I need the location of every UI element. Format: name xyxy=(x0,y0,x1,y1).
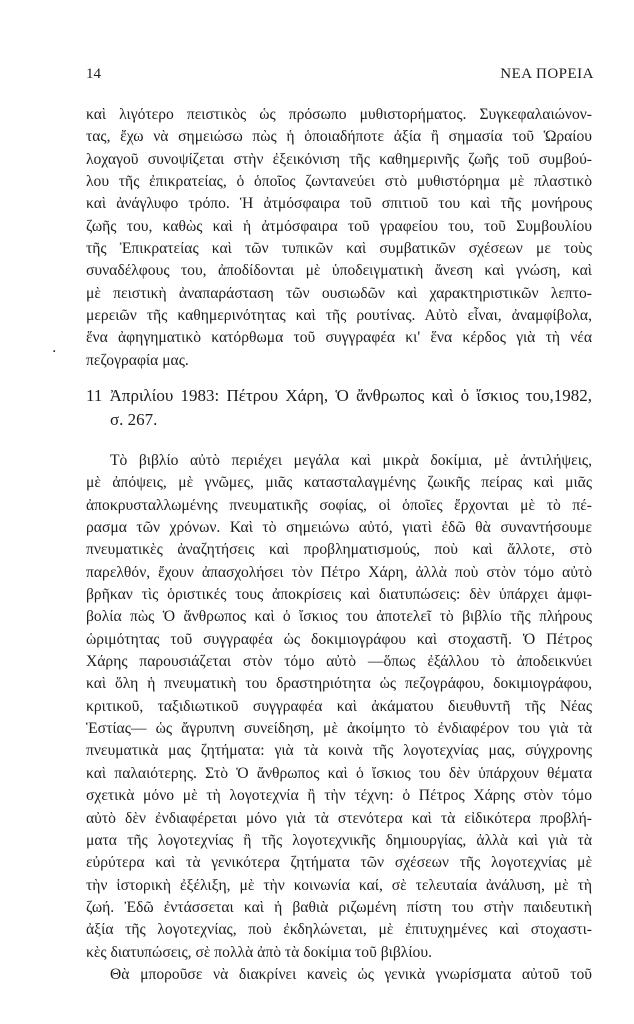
text-line: Θὰ μποροῦσε νὰ διακρίνει κανεὶς ὡς γενικὰ γνωρίσματα αὐτοῦ τοῦ xyxy=(110,965,592,983)
text-line: μερειῶν τῆς καθημερινότητας καὶ τῆς ρουτίνας. Αὐτὸ εἶναι, ἀναμφίβολα, xyxy=(86,307,592,325)
text-line: λου τῆς ἐπικρατείας, ὁ ὁποῖος ζωντανεύει στὸ μυθιστόρημα μὲ πλαστικὸ xyxy=(86,173,592,191)
text-line: μὲ πειστικὴ ἀναπαράσταση τῶν ουσιωδῶν καὶ χαρακτηριστικῶν λεπτο- xyxy=(86,284,592,302)
text-line: καὶ ὅλη ἡ πνευματικὴ του δραστηριότητα ὡς πεζογράφου, δοκιμιογράφου, xyxy=(86,675,592,693)
margin-mark: . xyxy=(52,340,57,356)
journal-title: ΝΕΑ ΠΟΡΕΙΑ xyxy=(500,66,594,82)
text-line: ὡριμότητας τοῦ συγγραφέα ὡς δοκιμιογράφου καὶ στοχαστῆ. Ὁ Πέτρος xyxy=(86,630,592,648)
text-line: ἀποκρυσταλλωμένης πνευματικῆς σοφίας, οἱ ὁποῖες ἔρχονται μὲ τὸ πέ- xyxy=(86,496,592,514)
text-line: κὲς διατυπώσεις, σὲ πολλὰ ἀπὸ τὰ δοκίμια τοῦ βιβλίου. xyxy=(86,943,432,961)
text-line: ρασμα τῶν χρόνων. Καὶ τὸ σημειώνω αὐτό, γιατὶ ἐδῶ θὰ συναντήσουμε xyxy=(86,519,592,537)
text-line: βρῆκαν τὶς ὁριστικές τους ἀποκρίσεις καὶ διατυπώσεις: δὲν ὑπάρχει ἀμφι- xyxy=(86,586,592,604)
paragraph-review-end xyxy=(86,104,592,372)
entry-heading-line: σ. 267. xyxy=(110,410,158,429)
text-line: λοχαγοῦ συνοψίζεται στὴν ἐξεικόνιση τῆς καθημερινῆς ζωῆς τοῦ συμβού- xyxy=(86,150,592,168)
text-line: αὐτὸ δὲν ἐνδιαφέρεται μόνο γιὰ τὰ στενότερα καὶ τὰ εἰδικότερα προβλή- xyxy=(86,809,592,827)
text-line: πνευματικὲς ἀναζητήσεις καὶ προβληματισμούς, ποὺ καὶ ἄλλοτε, στὸ xyxy=(86,541,592,559)
text-line: μὲ ἀπόψεις, μὲ γνῶμες, μιᾶς κατασταλαγμένης ζωικῆς πείρας καὶ μιᾶς xyxy=(86,474,592,492)
text-line: σχετικὰ μόνο μὲ τὴ λογοτεχνία ἢ τὴν τέχνη: ὁ Πέτρος Χάρης στὸν τόμο xyxy=(86,787,592,805)
text-line: ἕνα ἀφηγηματικὸ κατόρθωμα τοῦ συγγραφέα κι' ἕνα κέρδος γιὰ τὴ νέα xyxy=(86,329,592,347)
text-line: τῆς Ἐπικρατείας καὶ τῶν τυπικῶν καὶ συμβατικῶν σχέσεων με τοὺς xyxy=(86,240,592,258)
text-line: Χάρης παρουσιάζεται στὸν τόμο αὐτὸ —ὅπως ἐξάλλου τὸ ἀποδεικνύει xyxy=(86,653,592,671)
entry-heading-line: 11 Ἀπριλίου 1983: Πέτρου Χάρη, Ὁ ἄνθρωπος καὶ ὁ ἴσκιος του,1982, xyxy=(86,386,592,405)
entry-heading xyxy=(86,384,592,432)
text-line: πεζογραφία μας. xyxy=(86,351,189,369)
page-number: 14 xyxy=(86,66,101,82)
text-line: ζωῆς του, καθὼς καὶ ἡ ἀτμόσφαιρα τοῦ γραφείου του, τοῦ Συμβουλίου xyxy=(86,217,592,235)
text-line: ζωή. Ἐδῶ ἐντάσσεται καὶ ἡ βαθιὰ ριζωμένη πίστη του στὴν παιδευτικὴ xyxy=(86,898,592,916)
text-line: κριτικοῦ, ταξιδιωτικοῦ συγγραφέα καὶ ἀκάματου διευθυντῆ τῆς Νέας xyxy=(86,697,592,715)
text-line: ματα τῆς λογοτεχνίας ἢ τῆς λογοτεχνικῆς δημιουργίας, ἀλλὰ καὶ γιὰ τὰ xyxy=(86,831,592,849)
text-line: καὶ παλαιότερης. Στὸ Ὁ ἄνθρωπος καὶ ὁ ἴσκιος του δὲν ὑπάρχουν θέματα xyxy=(86,764,592,782)
text-line: πνευματικὰ μας ζητήματα: γιὰ τὰ κοινὰ τῆς λογοτεχνίας μας, σύγχρονης xyxy=(86,742,592,760)
text-line: καὶ ἀνάγλυφο τρόπο. Ἡ ἀτμόσφαιρα τοῦ σπιτιοῦ του καὶ τῆς μονήρους xyxy=(86,195,592,213)
text-line: παρελθόν, ἔχουν ἀπασχολήσει τὸν Πέτρο Χάρη, ἀλλὰ ποὺ στὸν τόμο αὐτὸ xyxy=(86,563,592,581)
text-line: βολία πὼς Ὁ ἄνθρωπος καὶ ὁ ἴσκιος του ἀποτελεῖ τὸ βιβλίο τῆς πλήρους xyxy=(86,608,592,626)
text-line: Τὸ βιβλίο αὐτὸ περιέχει μεγάλα καὶ μικρὰ δοκίμια, μὲ ἀντιλήψεις, xyxy=(110,452,592,469)
text-line: Ἑστίας— ὡς ἄγρυπνη συνείδηση, μὲ ἀκοίμητο τὸ ἐνδιαφέρον του γιὰ τὰ xyxy=(86,720,592,738)
paragraph-review-body xyxy=(86,450,592,986)
running-header xyxy=(86,66,594,90)
text-line: καὶ λιγότερο πειστικὸς ὡς πρόσωπο μυθιστορήματος. Συγκεφαλαιώνον- xyxy=(86,106,592,123)
text-line: ἀξία τῆς λογοτεχνίας, ποὺ ἐκδηλώνεται, μὲ ἐπιτυχημένες καὶ στοχαστι- xyxy=(86,921,592,939)
text-line: τὴν ἱστορικὴ ἐξέλιξη, μὲ τὴν κοινωνία καί, σὲ τελευταία ἀνάλυση, μὲ τὴ xyxy=(86,876,592,894)
text-line: συναδέλφους του, ἀποδίδονται μὲ ὑποδειγματικὴ ἄνεση καὶ γνώση, καὶ xyxy=(86,262,592,280)
text-line: εὐρύτερα καὶ τὰ γενικότερα ζητήματα τῶν σχέσεων τῆς λογοτεχνίας μὲ xyxy=(86,854,592,872)
text-line: τας, ἔχω νὰ σημειώσω πὼς ἡ ὁποιαδήποτε ἀξία ἢ σημασία τοῦ Ὡραίου xyxy=(86,128,592,146)
